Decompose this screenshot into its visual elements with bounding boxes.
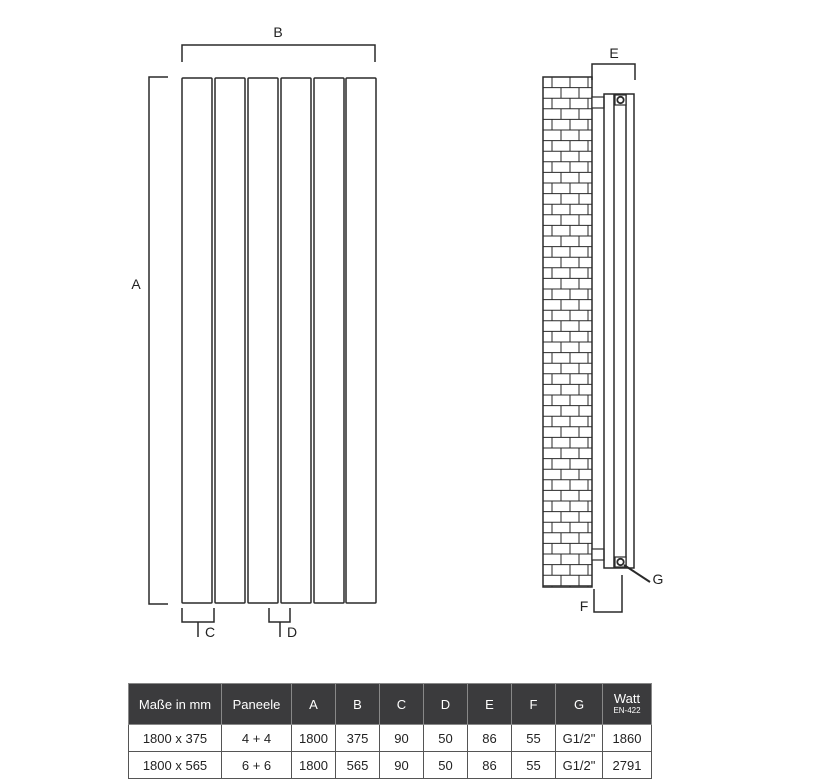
panel <box>248 78 278 603</box>
table-cell: 86 <box>468 725 512 752</box>
header-cell: F <box>512 684 556 725</box>
dimension-f-label: F <box>579 598 589 614</box>
panel <box>215 78 245 603</box>
table-cell: 50 <box>424 752 468 779</box>
dimension-b-label: B <box>273 24 283 40</box>
table-cell: 6 + 6 <box>222 752 292 779</box>
connection-port-top <box>615 95 626 105</box>
table-row <box>129 725 652 752</box>
dimension-d <box>269 608 297 640</box>
table-cell: 50 <box>424 725 468 752</box>
header-cell: D <box>424 684 468 725</box>
panel <box>281 78 311 603</box>
table-cell: G1/2" <box>556 752 603 779</box>
dimension-c-label: C <box>204 624 216 640</box>
dimension-e <box>592 45 635 80</box>
table-cell: 2791 <box>603 752 652 779</box>
header-cell: C <box>380 684 424 725</box>
spec-table <box>128 683 652 779</box>
dimension-e-label: E <box>609 45 619 61</box>
dimension-b <box>182 24 375 62</box>
dimension-g-label: G <box>652 571 664 587</box>
brick-wall <box>543 77 592 587</box>
wall-bracket-top <box>592 97 604 108</box>
table-cell: G1/2" <box>556 725 603 752</box>
header-cell: G <box>556 684 603 725</box>
table-cell: 565 <box>336 752 380 779</box>
table-cell: 1800 <box>292 725 336 752</box>
table-cell: 90 <box>380 752 424 779</box>
header-cell: Maße in mm <box>129 684 222 725</box>
side-view <box>543 45 663 614</box>
table-cell: 86 <box>468 752 512 779</box>
dimension-a-label: A <box>131 276 141 292</box>
header-cell: E <box>468 684 512 725</box>
spec-table-header <box>129 684 652 725</box>
dimension-d-label: D <box>286 624 298 640</box>
header-cell-watt <box>603 684 652 725</box>
table-cell: 1800 x 565 <box>129 752 222 779</box>
table-cell: 55 <box>512 752 556 779</box>
header-cell: A <box>292 684 336 725</box>
table-cell: 90 <box>380 725 424 752</box>
table-row <box>129 752 652 779</box>
dimension-c <box>182 608 215 640</box>
table-cell: 55 <box>512 725 556 752</box>
panel <box>182 78 212 603</box>
wall-bracket-bottom <box>592 549 604 560</box>
front-view <box>131 24 376 640</box>
radiator-panels <box>182 78 376 603</box>
table-cell: 4 + 4 <box>222 725 292 752</box>
header-cell: B <box>336 684 380 725</box>
table-cell: 1800 x 375 <box>129 725 222 752</box>
dimension-g <box>624 565 663 587</box>
watt-label: Watt <box>613 691 641 706</box>
watt-standard: EN-422 <box>613 706 641 715</box>
table-cell: 1800 <box>292 752 336 779</box>
table-cell: 375 <box>336 725 380 752</box>
panel <box>314 78 344 603</box>
header-cell: Paneele <box>222 684 292 725</box>
table-cell: 1860 <box>603 725 652 752</box>
panel <box>346 78 376 603</box>
dimension-a <box>131 77 168 604</box>
radiator-side <box>604 94 634 568</box>
